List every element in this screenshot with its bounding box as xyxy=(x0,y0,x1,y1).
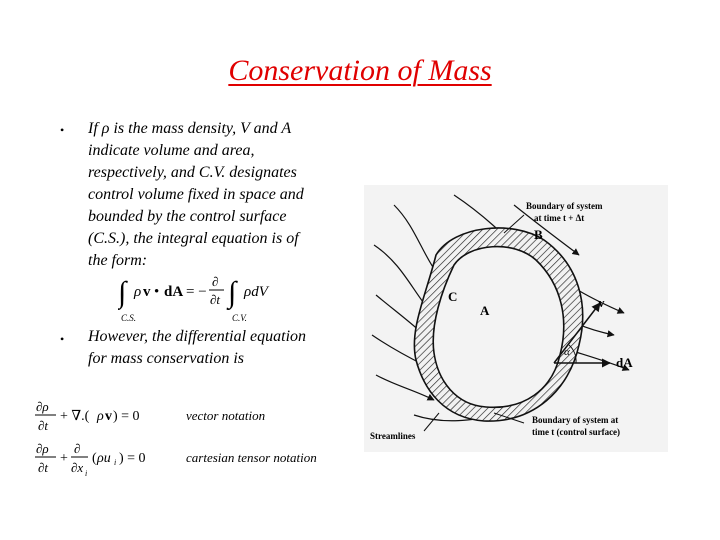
label-v: v xyxy=(598,295,605,310)
bullet-marker-2: • xyxy=(60,332,65,346)
svg-text:∂t: ∂t xyxy=(38,418,49,433)
svg-text:+: + xyxy=(60,451,68,466)
svg-text:(: ( xyxy=(92,451,97,466)
svg-text:ρ: ρ xyxy=(134,284,142,300)
svg-text:∂: ∂ xyxy=(212,274,219,289)
bullet-1-line-3: respectively, and C.V. designates xyxy=(88,164,297,181)
integral-cs-label: C.S. xyxy=(121,313,137,323)
label-boundary-dt-line2: at time t + Δt xyxy=(534,213,585,223)
bullet-text-2 xyxy=(88,326,306,370)
label-streamlines: Streamlines xyxy=(370,431,416,441)
vector-notation-label: vector notation xyxy=(186,408,266,423)
svg-text:i: i xyxy=(85,469,88,478)
svg-text:v: v xyxy=(105,409,112,424)
svg-text:) = 0: ) = 0 xyxy=(113,409,140,424)
bullet-1-line-2: indicate volume and area, xyxy=(88,142,255,159)
bullet-1-line-7: the form: xyxy=(88,252,148,269)
svg-text:∂t: ∂t xyxy=(38,460,49,475)
svg-text:ρdV: ρdV xyxy=(244,284,268,300)
svg-text:∫: ∫ xyxy=(118,276,127,309)
svg-text:+ ∇.(: + ∇.( xyxy=(60,409,90,424)
label-boundary-t-line1: Boundary of system at xyxy=(532,415,619,425)
boundary-t-control-surface xyxy=(433,247,564,408)
bullet-1-line-6: (C.S.), the integral equation is of xyxy=(88,230,299,247)
vector-notation-equation xyxy=(34,396,354,436)
tensor-notation-label: cartesian tensor notation xyxy=(186,450,317,465)
label-c: C xyxy=(448,289,458,304)
label-alpha: α xyxy=(564,346,570,358)
label-boundary-t-line2: time t (control surface) xyxy=(532,427,621,437)
svg-text:v: v xyxy=(143,284,151,300)
bullet-2-line-1: However, the differential equation xyxy=(88,328,307,345)
label-b: B xyxy=(534,227,543,242)
bullet-1-line-1: If ρ is the mass density, V and A xyxy=(88,120,292,137)
svg-text:) = 0: ) = 0 xyxy=(119,451,146,466)
bullet-1-line-5: bounded by the control surface xyxy=(88,208,287,225)
svg-text:∫: ∫ xyxy=(228,276,237,309)
svg-text:ρ: ρ xyxy=(97,409,104,424)
svg-text:∂x: ∂x xyxy=(71,460,84,475)
svg-text:•: • xyxy=(154,284,160,300)
page-title: Conservation of Mass xyxy=(228,54,492,87)
bullet-text-1 xyxy=(88,118,304,272)
integral-equation xyxy=(118,272,308,324)
label-da: dA xyxy=(616,355,633,370)
integral-cv-label: C.V. xyxy=(232,313,247,323)
svg-text:dA: dA xyxy=(164,284,184,300)
svg-text:= −: = − xyxy=(186,284,207,300)
label-a: A xyxy=(480,303,490,318)
bullet-2-line-2: for mass conservation is xyxy=(88,350,244,367)
svg-text:i: i xyxy=(114,458,117,467)
bullet-marker-1: • xyxy=(60,123,65,137)
svg-text:ρu: ρu xyxy=(97,451,111,466)
svg-text:∂: ∂ xyxy=(74,441,81,456)
bullet-1-line-4: control volume fixed in space and xyxy=(88,186,304,203)
label-boundary-dt-line1: Boundary of system xyxy=(526,201,603,211)
tensor-notation-equation xyxy=(34,438,354,486)
control-volume-figure xyxy=(364,185,668,452)
svg-text:∂ρ: ∂ρ xyxy=(36,399,49,414)
svg-text:∂ρ: ∂ρ xyxy=(36,441,49,456)
svg-text:∂t: ∂t xyxy=(210,292,221,307)
